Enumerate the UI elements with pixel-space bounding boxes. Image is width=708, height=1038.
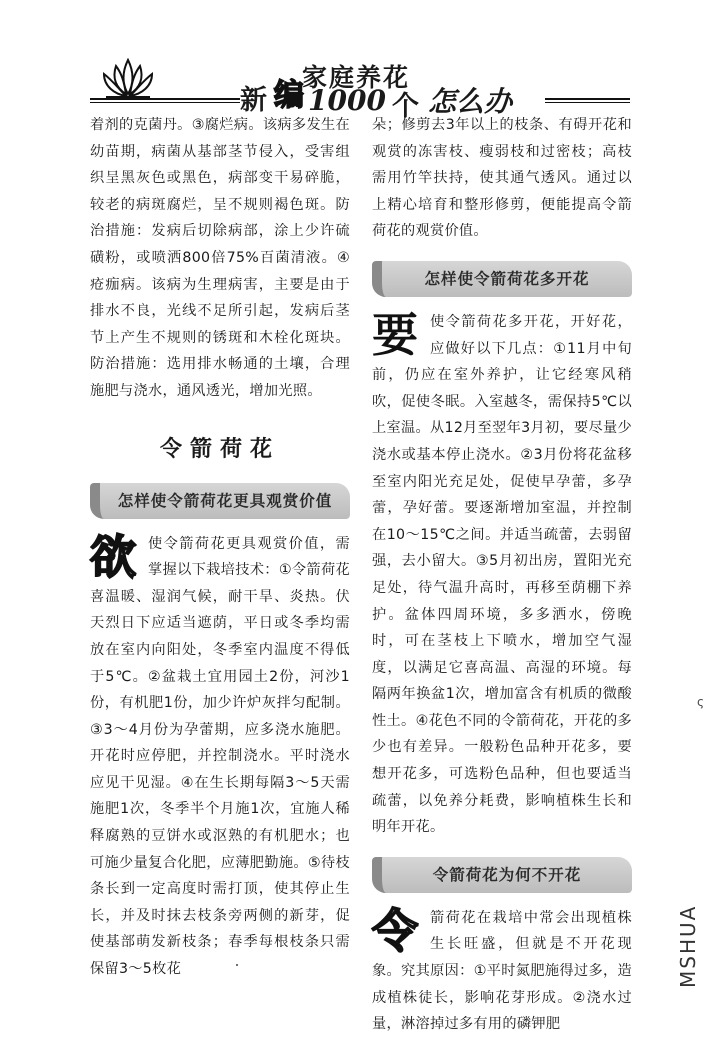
section-body-ornamental-value (90, 531, 350, 983)
left-column (90, 112, 350, 983)
book-title-top: 家庭养花 (302, 63, 411, 92)
paragraph-continued: 朵；修剪去3年以上的枝条、有碍开花和观赏的冻害枝、瘦弱枝和过密枝；高枝需用竹竿扶持，使其通气透风。通过以上精心培育和整形修剪，便能提高令箭荷花的观赏价值。 (372, 117, 632, 240)
book-title-number: 1000 (308, 84, 386, 117)
scan-speck (236, 964, 238, 966)
header-rule-right (545, 98, 630, 103)
section-text: 使令箭荷花多开花，开好花，应做好以下几点：①11月中旬前，仍应在室外养护，让它经寒风稍吹，促使冬眠。入室越冬，需保持5℃以上室温。从12月至翌年3月初，要尽量少浇水或基本停止浇水。②3月份将花盆移至室内阳光充足处，促使早孕蕾，多孕蕾，孕好蕾。要逐渐增加室温，并控制在10～15℃之间。并适当疏蕾，去弱留强，去小留大。③5月初出房，置阳光充足处，待气温升高时，再移至荫棚下养护。盆体四周环境，多多洒水，傍晚时，可在茎枝上下喷水，增加空气湿度，以满足它喜高温、高湿的环境。每隔两年换盆1次，增加富含有机质的微酸性土。④花色不同的令箭荷花，开花的多少也有差异。一般粉色品种开花多，要想开花多，可选粉色品种，但也要适当疏蕾，以免养分耗费，影响植株生长和明年开花。 (372, 313, 632, 836)
drop-cap: 要 (372, 307, 419, 362)
book-title-suffix: 怎么办 (428, 85, 513, 118)
article-title: 令箭荷花 (159, 436, 280, 462)
book-title-measure: 个 (392, 91, 419, 122)
watermark-text: MSHUA (676, 904, 700, 988)
book-title-prefix: 新 (240, 85, 267, 116)
section-text: 箭荷花在栽培中常会出现植株生长旺盛，但就是不开花现象。究其原因：①平时氮肥施得过多，造成植株徒长，影响花芽形成。②浇水过量，淋溶掉过多有用的磷钾肥 (372, 909, 632, 1033)
page-header (90, 50, 630, 122)
section-body-more-flowers (372, 309, 632, 841)
section-title-more-flowers: 怎样使令箭荷花多开花 (372, 261, 632, 297)
drop-cap: 令 (372, 903, 419, 958)
lotus-icon (98, 56, 158, 100)
section-title-ornamental-value: 怎样使令箭荷花更具观赏价值 (90, 483, 350, 519)
section-text: 使令箭荷花更具观赏价值，需掌握以下栽培技术：①令箭荷花喜温暖、湿润气候，耐干旱、炎热。伏天烈日下应适当遮荫，平日或冬季均需放在室内向阳处，冬季室内温度不得低于5℃。②盆栽土宜用园土2份，河沙1份，有机肥1份，加少许炉灰拌匀配制。③3～4月份为孕蕾期，应多浇水施肥。开花时应停肥，并控制浇水。平时浇水应见干见湿。④在生长期每隔3～5天需施肥1次，冬季半个月施1次，宜施人稀释腐熟的豆饼水或沤熟的有机肥水；也可施少量复合化肥，应薄肥勤施。⑤待枝条长到一定高度时需打顶，使其停止生长，并及时抹去枝条旁两侧的新芽，促使基部萌发新枝条；春季每根枝条只需保留3～5枚花 (90, 535, 350, 978)
margin-mark: ς (697, 695, 705, 709)
section-title-no-flowers: 令箭荷花为何不开花 (372, 857, 632, 893)
paragraph-continued: 着剂的克菌丹。③腐烂病。该病多发生在幼苗期，病菌从基部茎节侵入，受害组织呈黑灰色或黑色，病部变干易碎脆，较老的病斑腐烂，呈不规则褐色斑。防治措施：发病后切除病部，涂上少许硫磺粉，或喷洒800倍75%百菌清液。④疮痂病。该病为生理病害，主要是由于排水不良，光线不足所引起，发病后茎节上产生不规则的锈斑和木栓化斑块。防治措施：选用排水畅通的土壤，合理施肥与浇水，通风透光，增加光照。 (90, 117, 350, 399)
header-rule-left (90, 98, 240, 103)
right-column (372, 112, 632, 1038)
book-title-outline-char: 编 (274, 78, 304, 113)
section-body-no-flowers (372, 905, 632, 1038)
drop-cap: 欲 (90, 529, 137, 584)
